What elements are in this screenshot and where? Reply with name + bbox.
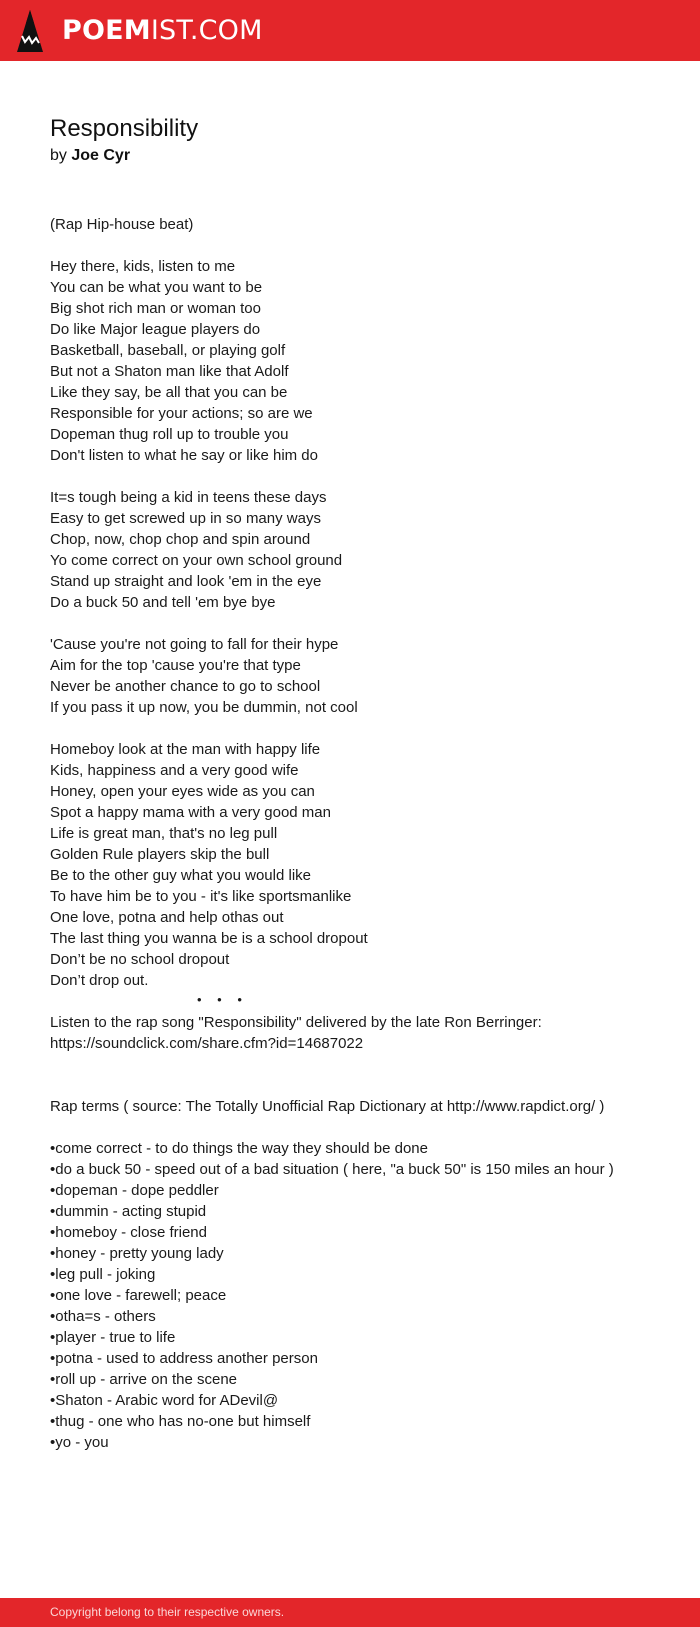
poem-line: Don’t be no school dropout bbox=[50, 951, 230, 968]
poem-line: •do a buck 50 - speed out of a bad situation ( here, "a buck 50" is 150 miles an hour ) bbox=[50, 1161, 614, 1178]
poem-blank-line bbox=[50, 1054, 650, 1075]
poem-line: Listen to the rap song "Responsibility" delivered by the late Ron Berringer: bbox=[50, 1014, 542, 1031]
poem-line: •come correct - to do things the way they should be done bbox=[50, 1140, 428, 1157]
poem-line: Never be another chance to go to school bbox=[50, 678, 321, 695]
poem-line: Golden Rule players skip the bull bbox=[50, 846, 270, 863]
poem-line: https://soundclick.com/share.cfm?id=14687022 bbox=[50, 1035, 364, 1052]
poem-line: •honey - pretty young lady bbox=[50, 1245, 224, 1262]
poem-line: •dummin - acting stupid bbox=[50, 1203, 207, 1220]
poem-line: Basketball, baseball, or playing golf bbox=[50, 342, 286, 359]
site-logo-link[interactable] bbox=[16, 9, 263, 53]
poem-line: Dopeman thug roll up to trouble you bbox=[50, 426, 289, 443]
poem-blank-line bbox=[50, 235, 650, 256]
poem-line: If you pass it up now, you be dummin, not cool bbox=[50, 699, 358, 716]
site-logo-text bbox=[62, 9, 263, 53]
poem-line: •otha=s - others bbox=[50, 1308, 156, 1325]
poem-line: Be to the other guy what you would like bbox=[50, 867, 311, 884]
poem-line: Spot a happy mama with a very good man bbox=[50, 804, 331, 821]
poem-line: Don’t drop out. bbox=[50, 972, 149, 989]
poem-line: (Rap Hip-house beat) bbox=[50, 216, 194, 233]
poem-blank-line bbox=[50, 718, 650, 739]
poem-line: Chop, now, chop chop and spin around bbox=[50, 531, 311, 548]
site-footer bbox=[0, 1598, 700, 1627]
poem-body bbox=[50, 214, 650, 1453]
poem-line: Life is great man, that's no leg pull bbox=[50, 825, 278, 842]
poem-line: •yo - you bbox=[50, 1434, 109, 1451]
poem-line: Honey, open your eyes wide as you can bbox=[50, 783, 315, 800]
poem-line: The last thing you wanna be is a school dropout bbox=[50, 930, 368, 947]
poem-line: Stand up straight and look 'em in the eye bbox=[50, 573, 322, 590]
site-logo-bold: POEM bbox=[62, 15, 151, 46]
poem-line: But not a Shaton man like that Adolf bbox=[50, 363, 289, 380]
poem-line: Yo come correct on your own school ground bbox=[50, 552, 343, 569]
poem-line: You can be what you want to be bbox=[50, 279, 263, 296]
poem-line: Easy to get screwed up in so many ways bbox=[50, 510, 321, 527]
poem-blank-line bbox=[50, 466, 650, 487]
author-link[interactable]: Joe Cyr bbox=[71, 147, 131, 164]
copyright-text: Copyright belong to their respective owners. bbox=[50, 1605, 285, 1619]
poem-line: •thug - one who has no-one but himself bbox=[50, 1413, 311, 1430]
poem-line: Kids, happiness and a very good wife bbox=[50, 762, 299, 779]
poem-line: Hey there, kids, listen to me bbox=[50, 258, 236, 275]
poem-line: Homeboy look at the man with happy life bbox=[50, 741, 321, 758]
site-header bbox=[0, 0, 700, 61]
poem-line: •roll up - arrive on the scene bbox=[50, 1371, 238, 1388]
poem-content bbox=[50, 114, 650, 1453]
poem-line: Rap terms ( source: The Totally Unofficial Rap Dictionary at http://www.rapdict.org/ ) bbox=[50, 1098, 605, 1115]
pencil-tip-icon bbox=[16, 9, 44, 53]
poem-line: Like they say, be all that you can be bbox=[50, 384, 288, 401]
poem-line: •dopeman - dope peddler bbox=[50, 1182, 219, 1199]
poem-line: One love, potna and help othas out bbox=[50, 909, 284, 926]
poem-line: Do a buck 50 and tell 'em bye bye bbox=[50, 594, 276, 611]
poem-line: It=s tough being a kid in teens these days bbox=[50, 489, 327, 506]
poem-blank-line bbox=[50, 1075, 650, 1096]
section-separator: • • • bbox=[197, 992, 248, 1007]
by-label: by bbox=[50, 147, 67, 164]
poem-line: •potna - used to address another person bbox=[50, 1350, 318, 1367]
poem-line: •homeboy - close friend bbox=[50, 1224, 207, 1241]
poem-byline bbox=[50, 145, 650, 166]
site-logo-light: IST.COM bbox=[150, 15, 263, 46]
poem-line: Do like Major league players do bbox=[50, 321, 261, 338]
poem-line: Don't listen to what he say or like him do bbox=[50, 447, 318, 464]
poem-line: To have him be to you - it's like sportsmanlike bbox=[50, 888, 352, 905]
poem-line: Big shot rich man or woman too bbox=[50, 300, 261, 317]
poem-line: •Shaton - Arabic word for ADevil@ bbox=[50, 1392, 279, 1409]
poem-title: Responsibility bbox=[50, 115, 199, 142]
poem-blank-line bbox=[50, 1117, 650, 1138]
poem-line: •player - true to life bbox=[50, 1329, 176, 1346]
poem-line: 'Cause you're not going to fall for their hype bbox=[50, 636, 339, 653]
poem-line: •leg pull - joking bbox=[50, 1266, 156, 1283]
poem-line: •one love - farewell; peace bbox=[50, 1287, 227, 1304]
poem-line: Responsible for your actions; so are we bbox=[50, 405, 313, 422]
poem-line: Aim for the top 'cause you're that type bbox=[50, 657, 301, 674]
poem-blank-line bbox=[50, 613, 650, 634]
